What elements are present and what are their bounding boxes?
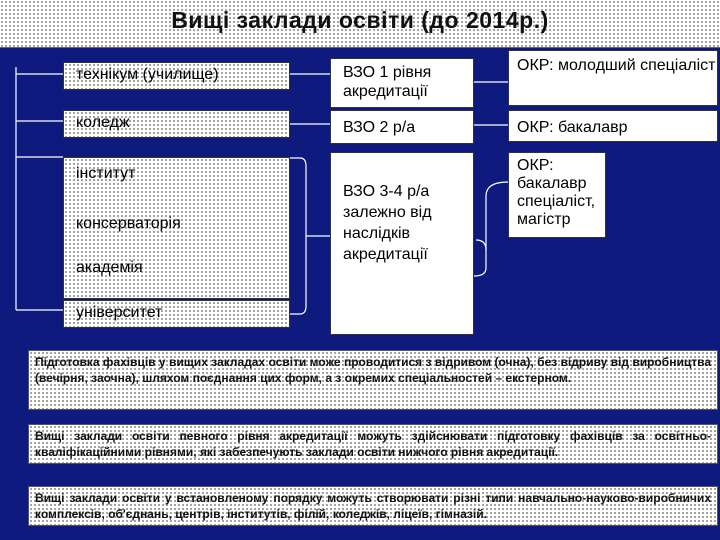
institution-technikum: технікум (училище)	[63, 62, 290, 90]
note-complexes: Вищі заклади освіти у встановленому порядку можуть створювати різні типи навчально-науково-виробничих комплексів, об'єднань, центрів, інститутів, філій, коледжів, ліцеїв, гімназій.	[28, 486, 718, 526]
institution-college: коледж	[63, 110, 290, 138]
note-study-forms: Підготовка фахівців у вищих закладах освіти може проводитися з відривом (очна), без відриву від виробництва (вечірня, заочна), шляхом поєднання цих форм, а з окремих спеціальностей – екстерном.	[28, 350, 718, 410]
page-title: Вищі заклади освіти (до 2014р.)	[171, 7, 549, 33]
institution-conservatory: консерваторія	[76, 215, 181, 232]
vzo-level-2: ВЗО 2 р/а	[330, 110, 474, 144]
vzo-level-3-4: ВЗО 3-4 р/а залежно від наслідків акредитації	[330, 152, 474, 335]
note-accreditation-levels: Вищі заклади освіти певного рівня акредитації можуть здійснювати підготовку фахівців за освітньо-кваліфікаційними рівнями, які забезпечують заклади освіти нижчого рівня акредитації.	[28, 424, 718, 464]
vzo-level-1: ВЗО 1 рівня акредитації	[330, 58, 474, 108]
institution-academy: академія	[76, 259, 143, 276]
okr-bachelor-specialist-master: ОКР: бакалавр спеціаліст, магістр	[508, 152, 606, 238]
institution-group	[63, 157, 290, 299]
institution-institute: інститут	[76, 165, 136, 182]
okr-bachelor: ОКР: бакалавр	[508, 110, 718, 142]
okr-junior-specialist: ОКР: молодший спеціаліст	[508, 50, 718, 106]
institution-university: університет	[63, 300, 290, 328]
